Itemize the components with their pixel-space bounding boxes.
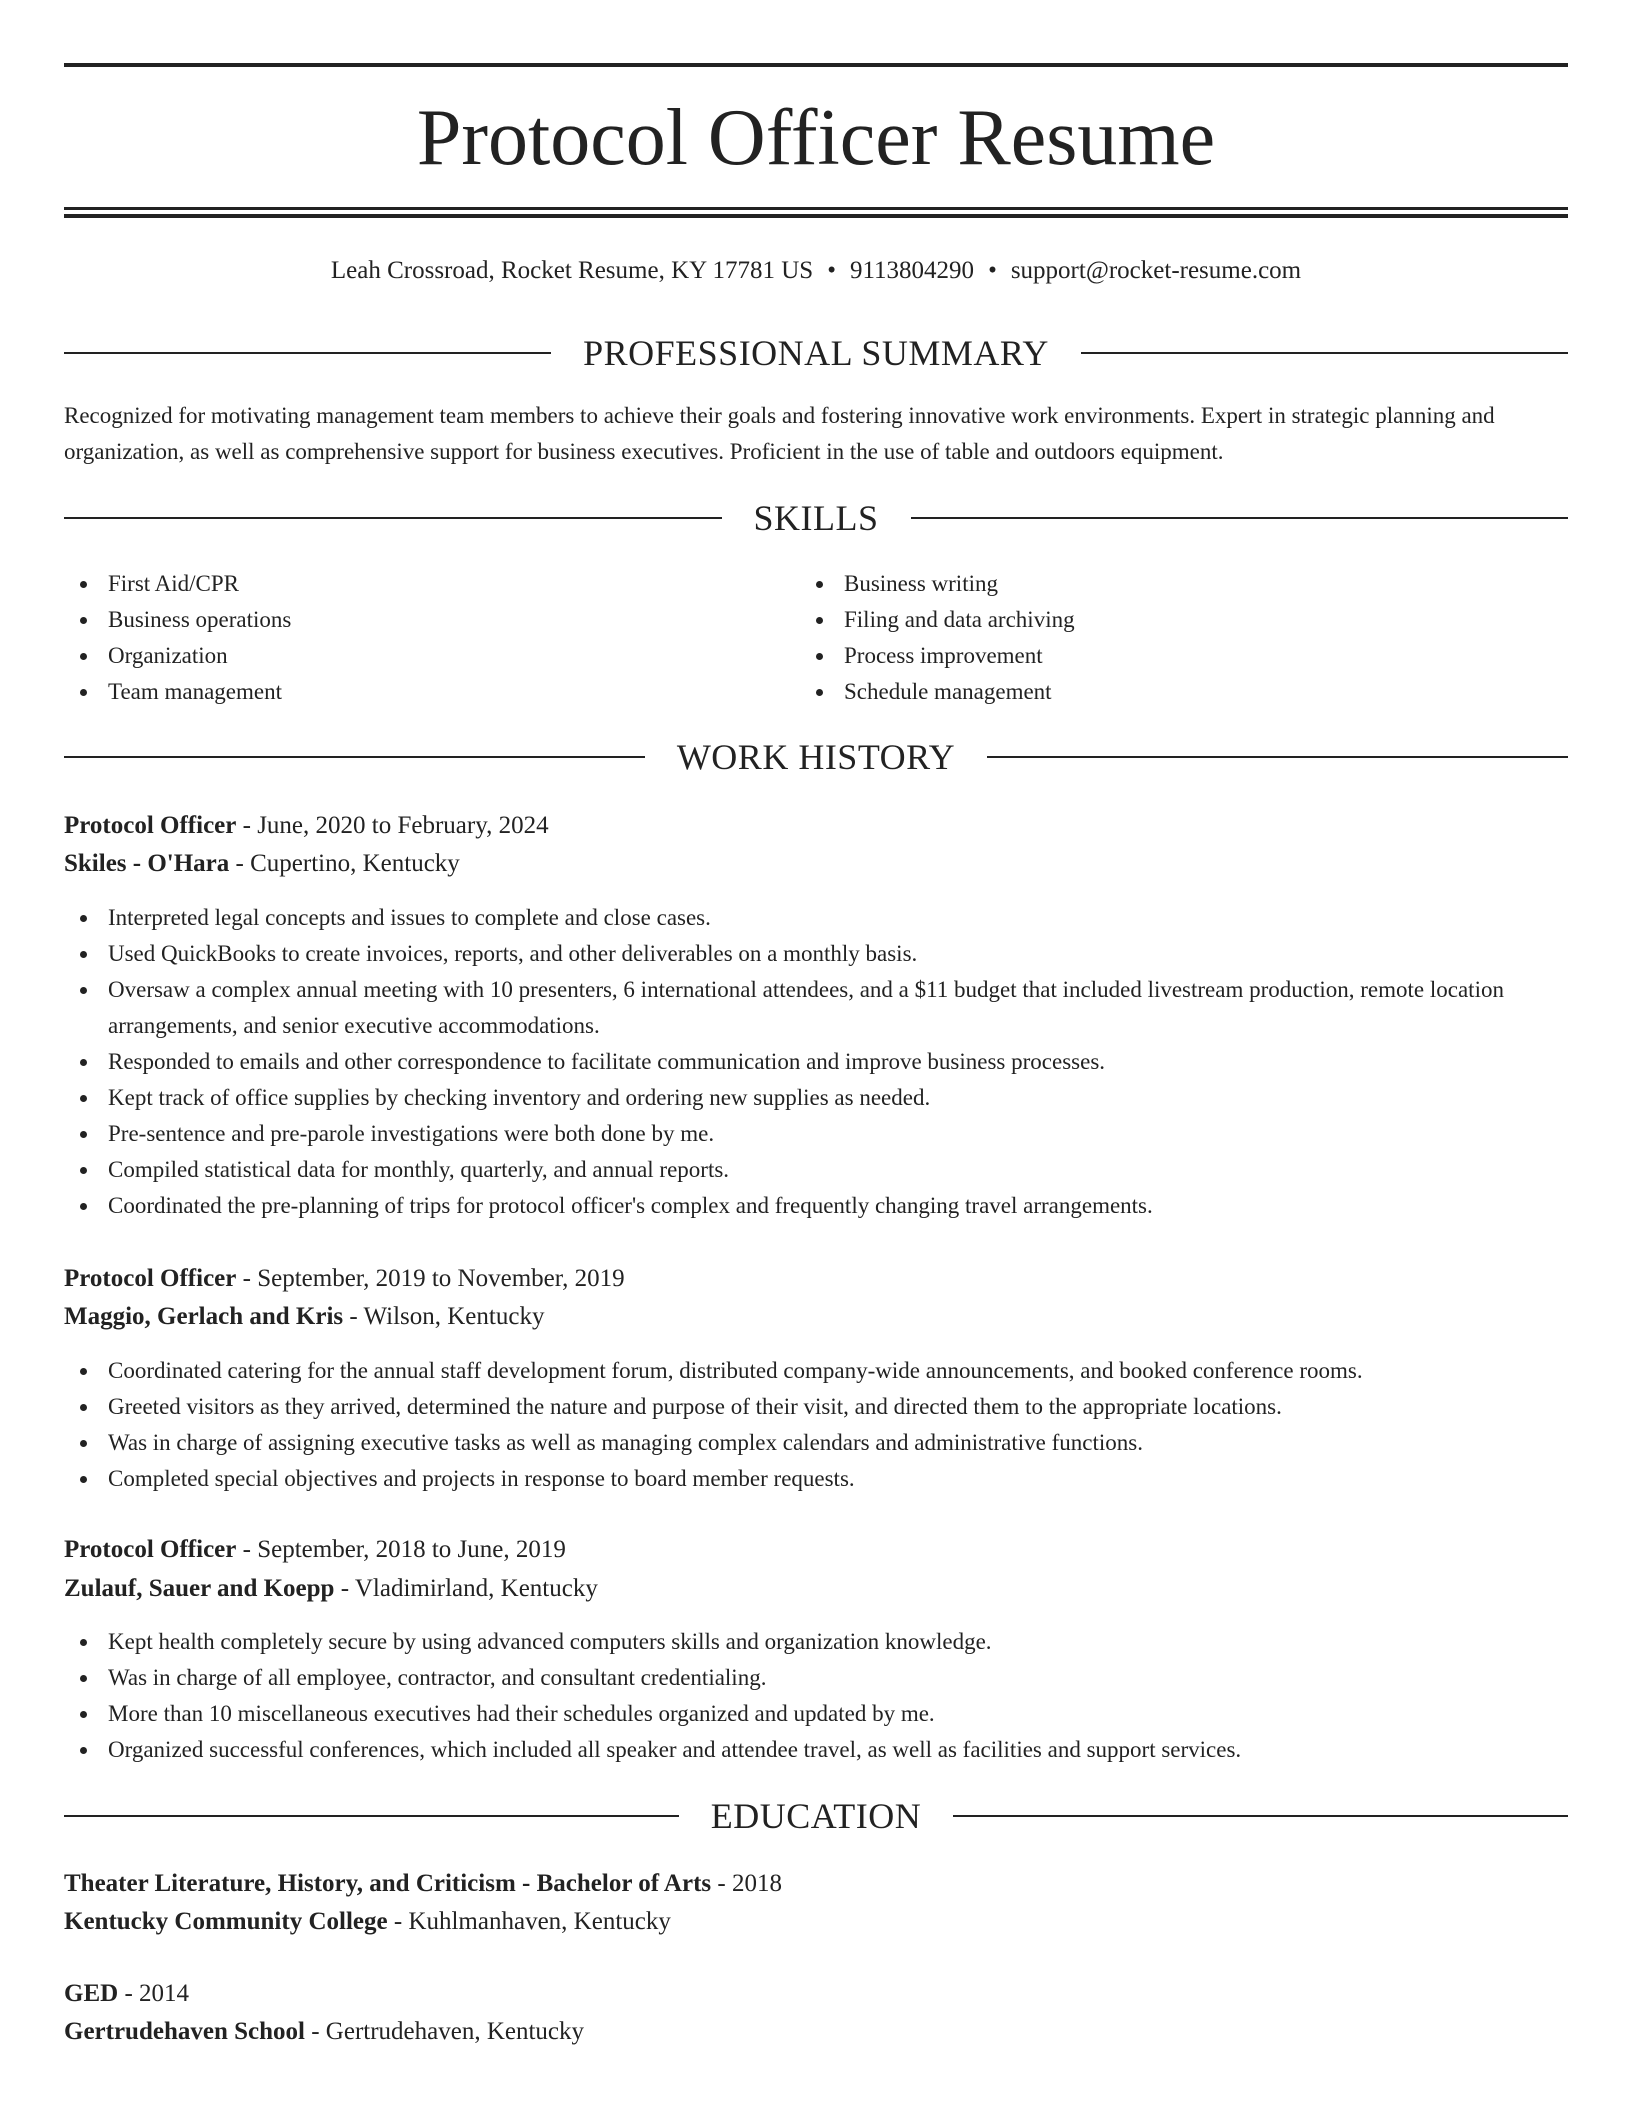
top-rule: [64, 63, 1568, 67]
contact-address: Leah Crossroad, Rocket Resume, KY 17781 US: [330, 257, 814, 284]
education-school-line: [64, 2013, 1568, 2051]
contact-separator: •: [827, 257, 836, 284]
section-rule: [64, 517, 722, 519]
skill-item: Filing and data archiving: [800, 602, 1075, 638]
section-rule: [64, 1815, 679, 1817]
section-heading-summary: [64, 331, 1568, 375]
job-company: Zulauf, Sauer and Koepp: [64, 1575, 335, 1602]
job-bullet: Organized successful conferences, which included all speaker and attendee travel, as well as facilities and support services.: [64, 1732, 1568, 1768]
job-bullet: Coordinated the pre-planning of trips for protocol officer's complex and frequently changing travel arrangements.: [64, 1188, 1568, 1224]
job-bullet: Coordinated catering for the annual staff development forum, distributed company-wide announcements, and booked conference rooms.: [64, 1353, 1568, 1389]
job-dates: - June, 2020 to February, 2024: [236, 812, 549, 839]
skill-item: Business operations: [64, 602, 291, 638]
section-rule: [64, 756, 645, 758]
contact-email: support@rocket-resume.com: [1010, 257, 1302, 284]
job-bullet: Pre-sentence and pre-parole investigations were both done by me.: [64, 1116, 1568, 1152]
job-bullet: Completed special objectives and projects in response to board member requests.: [64, 1461, 1568, 1497]
job-location: - Cupertino, Kentucky: [229, 850, 460, 877]
section-rule: [1081, 352, 1568, 354]
skill-item: Process improvement: [800, 638, 1075, 674]
skill-item: Organization: [64, 638, 291, 674]
education-school: Gertrudehaven School: [64, 2018, 305, 2045]
job-title: Protocol Officer: [64, 1265, 237, 1292]
job-bullets: [64, 1353, 1568, 1497]
section-rule: [953, 1815, 1568, 1817]
section-rule: [911, 517, 1569, 519]
job-company: Maggio, Gerlach and Kris: [64, 1303, 344, 1330]
section-title: PROFESSIONAL SUMMARY: [583, 333, 1049, 373]
education-degree-line: [64, 1975, 1568, 2013]
section-rule: [987, 756, 1568, 758]
job-dates: - September, 2019 to November, 2019: [236, 1265, 625, 1292]
job-company-line: [64, 845, 1568, 883]
job-location: - Wilson, Kentucky: [343, 1303, 545, 1330]
job-title-line: [64, 807, 1568, 845]
job-title: Protocol Officer: [64, 1536, 237, 1563]
job-bullet: Kept track of office supplies by checking inventory and ordering new supplies as needed.: [64, 1080, 1568, 1116]
skill-item: Business writing: [800, 566, 1075, 602]
education-location: - Gertrudehaven, Kentucky: [304, 2018, 585, 2045]
education-degree: GED: [64, 1980, 119, 2007]
job-dates: - September, 2018 to June, 2019: [236, 1536, 566, 1563]
job-bullet: Used QuickBooks to create invoices, reports, and other deliverables on a monthly basis.: [64, 936, 1568, 972]
job-company: Skiles - O'Hara: [64, 850, 230, 877]
section-heading-work: [64, 735, 1568, 779]
skills-list-right: [800, 566, 1075, 710]
job-bullet: Was in charge of all employee, contractor, and consultant credentialing.: [64, 1660, 1568, 1696]
education-location: - Kuhlmanhaven, Kentucky: [387, 1908, 671, 1935]
job-bullet: Interpreted legal concepts and issues to complete and close cases.: [64, 900, 1568, 936]
job-bullet: More than 10 miscellaneous executives had their schedules organized and updated by me.: [64, 1696, 1568, 1732]
job-bullet: Oversaw a complex annual meeting with 10 presenters, 6 international attendees, and a $11 budget that included livestream production, remote location arrangements, and senior executive accommodations.: [64, 972, 1568, 1044]
section-heading-education: [64, 1794, 1568, 1838]
education-year: - 2018: [711, 1870, 782, 1897]
job-title-line: [64, 1531, 1568, 1569]
job-bullet: Responded to emails and other correspondence to facilitate communication and improve business processes.: [64, 1044, 1568, 1080]
education-degree: Theater Literature, History, and Criticism - Bachelor of Arts: [64, 1870, 712, 1897]
job-location: - Vladimirland, Kentucky: [334, 1575, 598, 1602]
contact-phone: 9113804290: [849, 257, 975, 284]
resume-title: Protocol Officer Resume: [416, 94, 1216, 182]
education-school: Kentucky Community College: [64, 1908, 388, 1935]
section-title: WORK HISTORY: [676, 737, 956, 777]
education-degree-line: [64, 1865, 1568, 1903]
job-title: Protocol Officer: [64, 812, 237, 839]
job-company-line: [64, 1570, 1568, 1608]
job-bullet: Compiled statistical data for monthly, quarterly, and annual reports.: [64, 1152, 1568, 1188]
education-year: - 2014: [118, 1980, 190, 2007]
skill-item: Schedule management: [800, 674, 1075, 710]
summary-text: Recognized for motivating management team members to achieve their goals and fostering innovative work environments. Expert in strategic planning and organization, as well as comprehensive support for business executives. Proficient in the use of table and outdoors equipment.: [64, 403, 1495, 464]
skill-item: Team management: [64, 674, 291, 710]
job-title-line: [64, 1260, 1568, 1298]
job-bullet: Was in charge of assigning executive tasks as well as managing complex calendars and administrative functions.: [64, 1425, 1568, 1461]
section-title: SKILLS: [753, 498, 879, 538]
job-company-line: [64, 1298, 1568, 1336]
section-title: EDUCATION: [710, 1796, 922, 1836]
job-bullet: Kept health completely secure by using advanced computers skills and organization knowledge.: [64, 1624, 1568, 1660]
section-rule: [64, 352, 551, 354]
education-school-line: [64, 1903, 1568, 1941]
contact-line: [64, 254, 1568, 288]
skills-list-left: [64, 566, 291, 710]
job-bullets: [64, 1624, 1568, 1768]
contact-separator: •: [988, 257, 997, 284]
title-double-rule: [64, 207, 1568, 218]
skill-item: First Aid/CPR: [64, 566, 291, 602]
job-bullet: Greeted visitors as they arrived, determined the nature and purpose of their visit, and directed them to the appropriate locations.: [64, 1389, 1568, 1425]
job-bullets: [64, 900, 1568, 1224]
section-heading-skills: [64, 496, 1568, 540]
